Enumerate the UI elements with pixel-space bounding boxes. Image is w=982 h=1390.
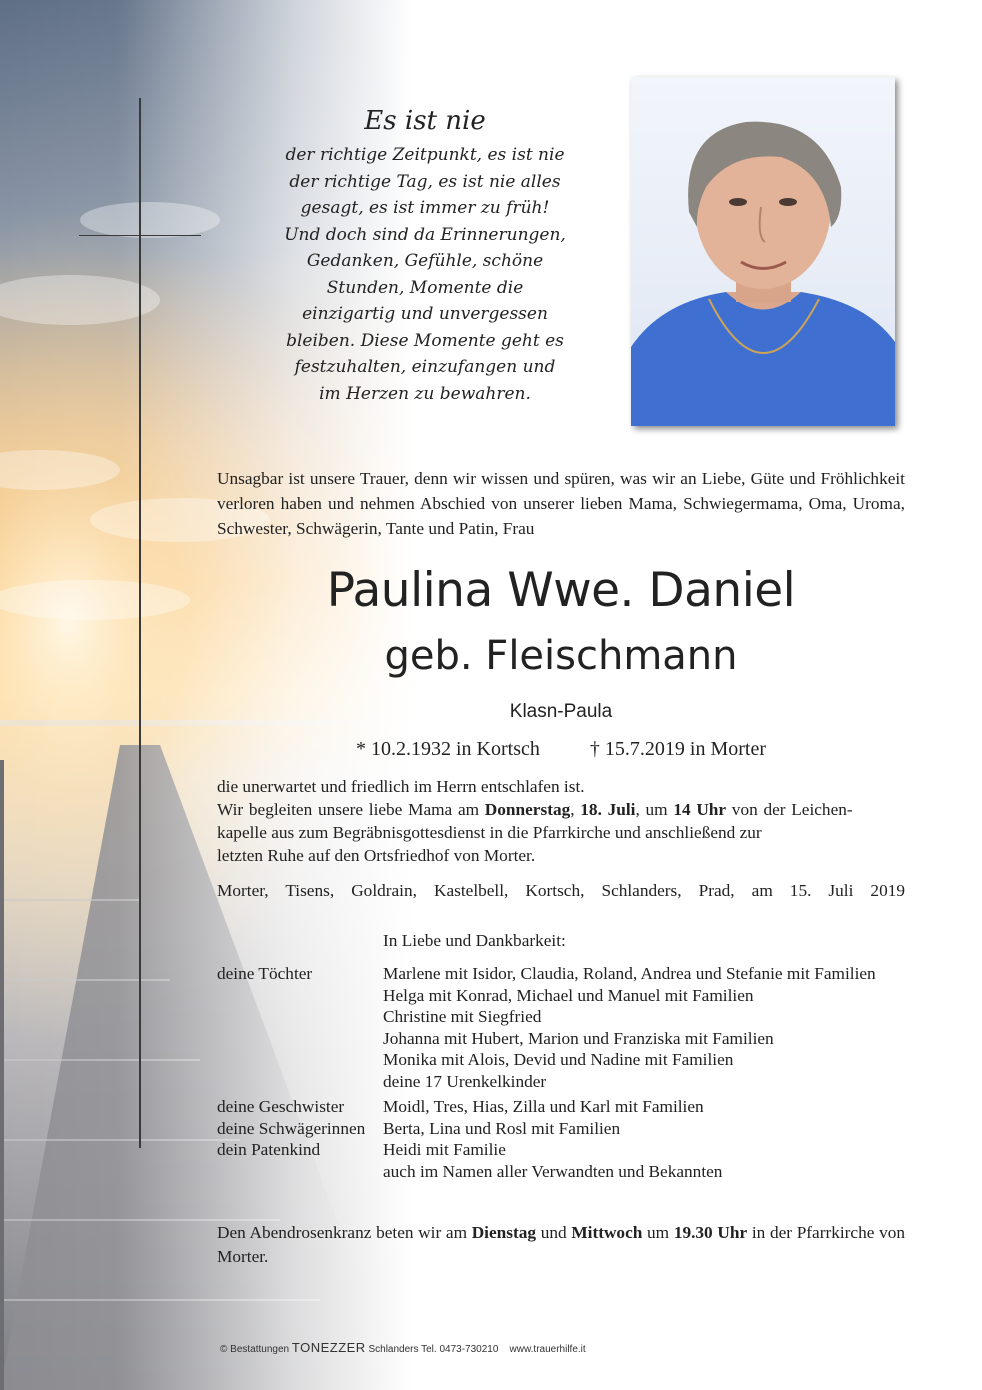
thanks-heading: In Liebe und Dankbarkeit: xyxy=(383,931,566,950)
closing-text: und xyxy=(536,1223,572,1242)
poem-line: der richtige Tag, es ist nie alles xyxy=(289,171,561,192)
cross-horizontal-beam xyxy=(79,235,201,236)
footer-website[interactable]: www.trauerhilfe.it xyxy=(509,1344,586,1355)
portrait-photo xyxy=(631,77,895,426)
family-name-line: Monika mit Alois, Devid und Nadine mit Familien xyxy=(383,1050,734,1069)
footer-copyright: © Bestattungen xyxy=(220,1344,292,1355)
funeral-time: 14 Uhr xyxy=(673,800,727,819)
family-names xyxy=(383,963,917,1092)
poem-line: einzigartig und unvergessen xyxy=(302,304,548,324)
funeral-line-1 xyxy=(217,798,905,821)
cross-vertical-beam xyxy=(139,98,141,1148)
funeral-line-2: kapelle aus zum Begräbnisgottesdienst in die Pfarrkirche und anschließend zur xyxy=(217,823,762,842)
birth-date: * 10.2.1932 in Kortsch xyxy=(356,738,540,760)
family-relation: deine Geschwister xyxy=(217,1097,345,1116)
family-names xyxy=(383,1139,917,1182)
family-name-line: Marlene mit Isidor, Claudia, Roland, Andrea und Stefanie mit Familien xyxy=(383,964,876,983)
footer-phone: Tel. 0473-730210 xyxy=(421,1344,499,1355)
closing-text: um xyxy=(642,1223,674,1242)
closing-text: Den Abendrosenkranz beten wir am xyxy=(217,1223,472,1242)
rosary-paragraph xyxy=(217,1221,905,1269)
funeral-text: , xyxy=(570,800,581,819)
passing-text: die unerwartet und friedlich im Herrn entschlafen ist. xyxy=(217,777,585,796)
funeral-text: , um xyxy=(635,800,674,819)
nickname: Klasn-Paula xyxy=(509,701,613,722)
funeral-text: von der Leichen- xyxy=(726,800,853,819)
family-list xyxy=(217,963,917,1182)
family-name-line: deine 17 Urenkelkinder xyxy=(383,1071,547,1091)
family-name-line: Johanna mit Hubert, Marion und Franziska mit Familien xyxy=(383,1028,774,1048)
rosary-time: 19.30 Uhr xyxy=(673,1223,748,1242)
family-names xyxy=(383,1118,917,1140)
family-row xyxy=(217,1118,917,1140)
funeral-text: Wir begleiten unsere liebe Mama am xyxy=(217,800,485,819)
funeral-line-3: letzten Ruhe auf den Ortsfriedhof von Morter. xyxy=(217,846,536,865)
funeral-date: 18. Juli xyxy=(580,800,636,819)
deceased-name: Paulina Wwe. Daniel xyxy=(326,563,796,618)
poem-line: Stunden, Momente die xyxy=(326,277,524,298)
rosary-day-2: Mittwoch xyxy=(571,1223,643,1242)
footer xyxy=(220,1340,586,1355)
family-row xyxy=(217,1139,917,1182)
intro-text: Unsagbar ist unsere Trauer, denn wir wissen und spüren, was wir an Liebe, Güte und Fröhlichkeit verloren haben und nehmen Abschied von unserer lieben Mama, Schwiegermama, Oma, Uroma, Schwester, Schwägerin, Tante und Patin, Frau xyxy=(217,469,905,538)
place-and-date: Morter, Tisens, Goldrain, Kastelbell, Kortsch, Schlanders, Prad, am 15. Juli 2019 xyxy=(217,881,905,900)
poem xyxy=(250,104,600,407)
poem-line: festzuhalten, einzufangen und xyxy=(294,357,556,377)
poem-line: der richtige Zeitpunkt, es ist nie xyxy=(285,145,565,165)
family-row xyxy=(217,1092,917,1118)
poem-line: Und doch sind da Erinnerungen, xyxy=(284,224,566,245)
family-relation: deine Töchter xyxy=(217,964,313,983)
closing-text: in der Pfarrkirche von Morter. xyxy=(217,1223,906,1266)
rosary-day-1: Dienstag xyxy=(471,1223,537,1242)
footer-brand: TONEZZER xyxy=(291,1340,366,1355)
funeral-paragraph xyxy=(217,775,905,867)
family-name-line: auch im Namen aller Verwandten und Bekannten xyxy=(383,1161,723,1181)
family-name-line: Berta, Lina und Rosl mit Familien xyxy=(383,1118,621,1138)
poem-line: Gedanken, Gefühle, schöne xyxy=(306,251,544,271)
funeral-day: Donnerstag xyxy=(484,800,571,819)
family-name-line: Helga mit Konrad, Michael und Manuel mit Familien xyxy=(383,985,754,1005)
family-names xyxy=(383,1092,917,1118)
family-relation: deine Schwägerinnen xyxy=(217,1118,366,1138)
poem-body xyxy=(250,142,600,407)
family-name-line: Christine mit Siegfried xyxy=(383,1007,542,1026)
family-row xyxy=(217,963,917,1092)
death-date: † 15.7.2019 in Morter xyxy=(589,738,766,760)
family-name-line: Moidl, Tres, Hias, Zilla und Karl mit Familien xyxy=(383,1097,704,1116)
life-dates xyxy=(217,735,905,763)
poem-line: im Herzen zu bewahren. xyxy=(319,383,531,404)
poem-title: Es ist nie xyxy=(364,106,486,136)
family-relation: dein Patenkind xyxy=(217,1140,321,1159)
family-name-line: Heidi mit Familie xyxy=(383,1140,506,1159)
poem-line: gesagt, es ist immer zu früh! xyxy=(300,198,550,218)
footer-location: Schlanders xyxy=(365,1344,422,1355)
maiden-name: geb. Fleischmann xyxy=(384,633,738,679)
poem-line: bleiben. Diese Momente geht es xyxy=(286,330,564,351)
